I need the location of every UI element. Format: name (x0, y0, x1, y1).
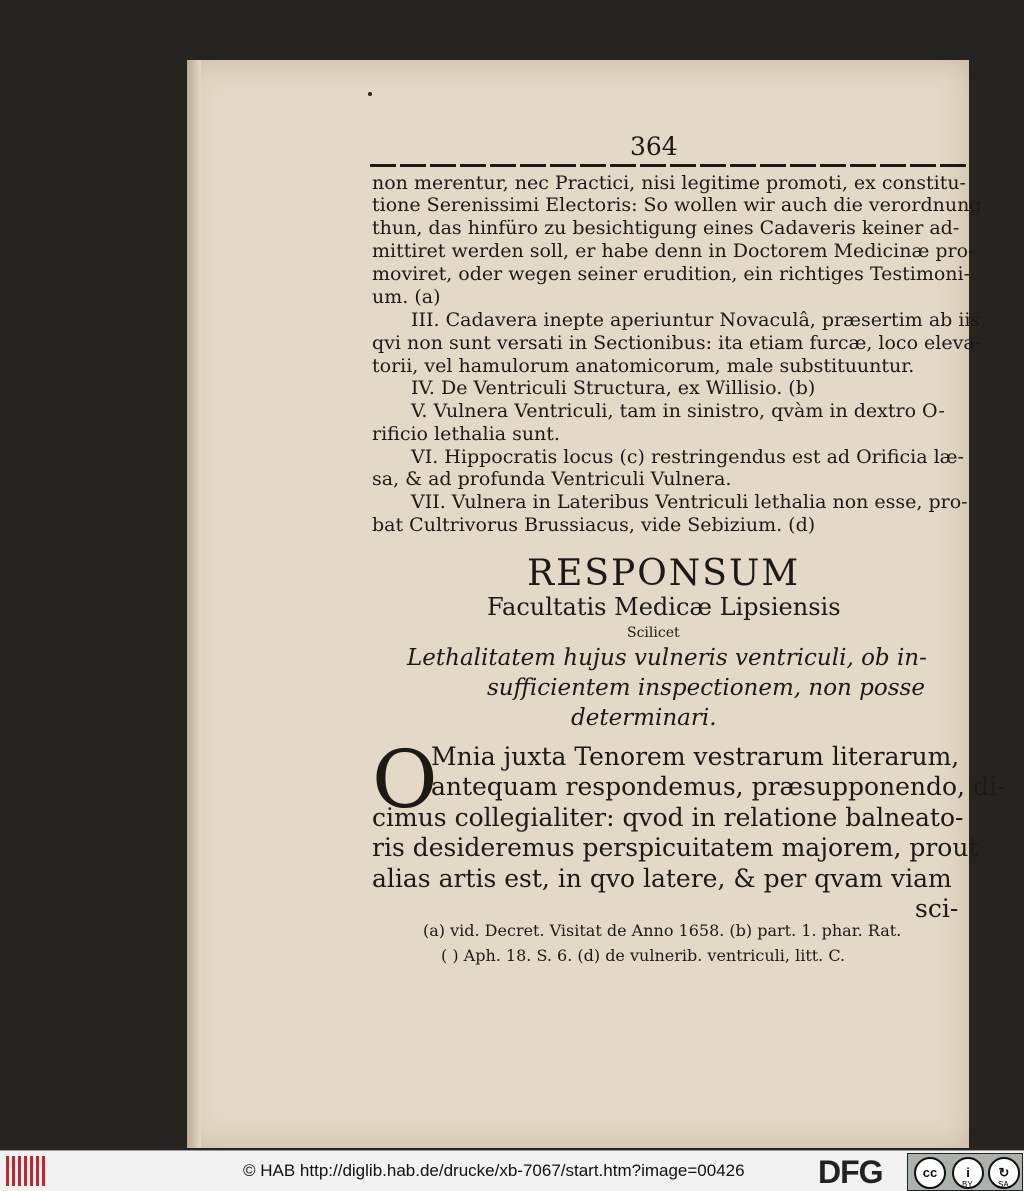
footnote-line: (a) vid. Decret. Visitat de Anno 1658. (b) part. 1. phar. Rat. (423, 921, 902, 940)
page-binding (187, 60, 201, 1148)
text-line: V. Vulnera Ventriculi, tam in sinistro, qvàm in dextro O- (411, 400, 945, 422)
viewer-footer (0, 1150, 1024, 1191)
attribution-icon: i (952, 1157, 984, 1189)
text-line: tione Serenissimi Electoris: So wollen wir auch die verordnung (372, 194, 982, 216)
heading-subtitle: Facultatis Medicæ Lipsiensis (487, 593, 841, 621)
text-line: III. Cadavera inepte aperiuntur Novaculâ, præsertim ab iis, (411, 309, 987, 331)
body-line: sci- (915, 894, 959, 923)
heading-italic-line: determinari. (571, 705, 717, 731)
text-line: non merentur, nec Practici, nisi legitime promoti, ex constitu- (372, 172, 966, 194)
text-line: um. (a) (372, 286, 441, 308)
text-line: bat Cultrivorus Brussiacus, vide Sebizium. (d) (372, 514, 816, 536)
text-line: rificio lethalia sunt. (372, 423, 560, 445)
book-page (187, 60, 1006, 1148)
source-link[interactable]: © HAB http://diglib.hab.de/drucke/xb-7067/start.htm?image=00426 (243, 1161, 745, 1180)
heading-italic-line: sufficientem inspectionem, non posse (487, 675, 925, 701)
body-line: Mnia juxta Tenorem vestrarum literarum, (431, 742, 960, 771)
text-line: mittiret werden soll, er habe denn in Doctorem Medicinæ pro- (372, 240, 975, 262)
text-line: qvi non sunt versati in Sectionibus: ita etiam furcæ, loco eleva- (372, 332, 982, 354)
text-line: torii, vel hamulorum anatomicorum, male substituuntur. (372, 355, 915, 377)
body-line: antequam respondemus, præsupponendo, di- (431, 772, 1006, 801)
drop-capital: O (372, 733, 438, 826)
body-line: alias artis est, in qvo latere, & per qvam viam (372, 864, 952, 893)
text-line: thun, das hinfüro zu besichtigung eines Cadaveris keiner ad- (372, 217, 960, 239)
text-line: moviret, oder wegen seiner erudition, ein richtiges Testimoni- (372, 263, 971, 285)
body-line: cimus collegialiter: qvod in relatione balneato- (372, 803, 964, 832)
page-number: 364 (630, 132, 678, 161)
cc-sa-label: SA (998, 1180, 1009, 1189)
cc-icon: cc (914, 1157, 946, 1189)
cc-license-badge[interactable] (907, 1153, 1023, 1191)
cc-by-label: BY (962, 1180, 973, 1189)
heading-title: RESPONSUM (527, 553, 801, 594)
hab-logo-icon (6, 1156, 48, 1186)
header-rule (370, 164, 967, 167)
heading-scilicet: Scilicet (627, 625, 680, 641)
body-line: ris desideremus perspicuitatem majorem, prout (372, 833, 979, 862)
text-line: IV. De Ventriculi Structura, ex Willisio. (b) (411, 377, 816, 399)
text-line: sa, & ad profunda Ventriculi Vulnera. (372, 468, 732, 490)
text-line: VI. Hippocratis locus (c) restringendus est ad Orificia læ- (411, 446, 964, 468)
share-alike-icon: ↻ (988, 1157, 1020, 1189)
ink-spot (368, 92, 372, 96)
heading-italic-line: Lethalitatem hujus vulneris ventriculi, ob in- (407, 645, 927, 671)
text-line: VII. Vulnera in Lateribus Ventriculi lethalia non esse, pro- (411, 491, 968, 513)
footnote-line: ( ) Aph. 18. S. 6. (d) de vulnerib. ventriculi, litt. C. (441, 946, 846, 965)
dfg-logo: DFG (818, 1154, 883, 1190)
